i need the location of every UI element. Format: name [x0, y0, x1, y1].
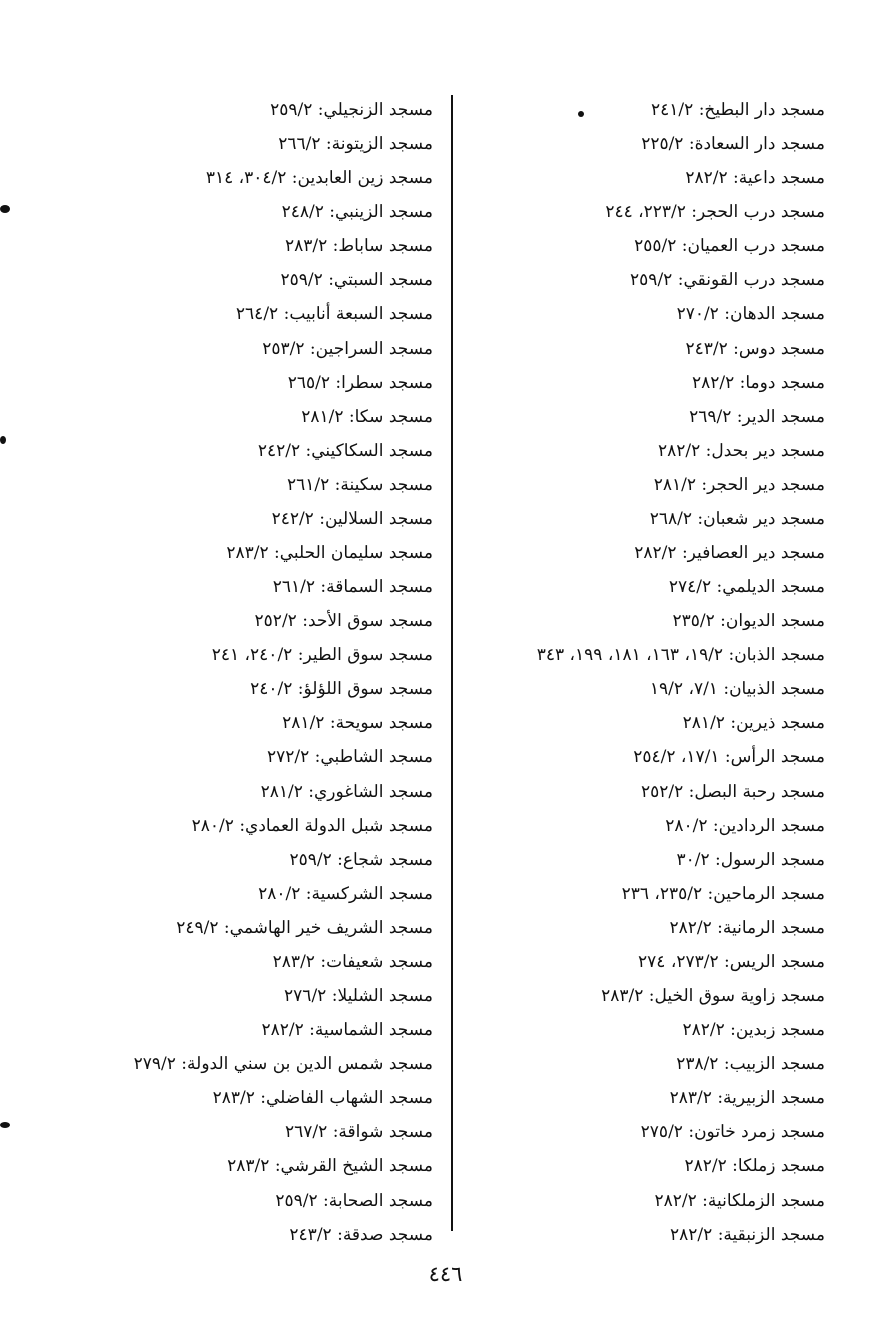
right-column-entry: مسجد دوس: ٢٤٣/٢: [685, 338, 825, 359]
left-column-entry: مسجد الصحابة: ٢٥٩/٢: [275, 1190, 433, 1211]
right-column-entry: مسجد رحبة البصل: ٢٥٢/٢: [641, 781, 825, 802]
right-column-entry: مسجد ذيرين: ٢٨١/٢: [682, 713, 825, 734]
right-column-entry: مسجد زبدين: ٢٨٢/٢: [682, 1020, 825, 1041]
right-column-entry: مسجد الزنبقية: ٢٨٢/٢: [670, 1224, 825, 1245]
right-column-entry: مسجد دير بحدل: ٢٨٢/٢: [657, 440, 825, 461]
left-column-entry: مسجد الشماسية: ٢٨٢/٢: [261, 1020, 433, 1041]
left-column-entry: مسجد زين العابدين: ٣٠٤/٢، ٣١٤: [205, 168, 433, 189]
left-column-entry: مسجد شمس الدين بن سني الدولة: ٢٧٩/٢: [133, 1054, 433, 1075]
left-column-entry: مسجد سوق الطير: ٢٤٠/٢، ٢٤١: [211, 645, 433, 666]
right-column-entry: مسجد درب العميان: ٢٥٥/٢: [634, 236, 825, 257]
left-column-entry: مسجد شعيفات: ٢٨٣/٢: [272, 951, 433, 972]
right-column-entry: مسجد الرأس: ١٧/١، ٢٥٤/٢: [633, 747, 825, 768]
left-column-entry: مسجد السماقة: ٢٦١/٢: [272, 577, 433, 598]
right-column-entry: مسجد الزبيب: ٢٣٨/٢: [676, 1054, 825, 1075]
left-column-entry: مسجد سليمان الحلبي: ٢٨٣/٢: [226, 543, 433, 564]
scan-speck: [578, 111, 584, 117]
left-column-entry: مسجد سوق اللؤلؤ: ٢٤٠/٢: [250, 679, 433, 700]
right-column-entry: مسجد الزملكانية: ٢٨٢/٢: [654, 1190, 825, 1211]
left-column-entry: مسجد الشريف خير الهاشمي: ٢٤٩/٢: [176, 917, 433, 938]
margin-mark: [0, 1122, 10, 1128]
margin-mark: [0, 436, 6, 444]
right-column-entry: مسجد زاوية سوق الخيل: ٢٨٣/٢: [601, 986, 825, 1007]
column-divider: [451, 95, 453, 1231]
left-column-entry: مسجد سطرا: ٢٦٥/٢: [287, 372, 433, 393]
left-column-entry: مسجد السبعة أنابيب: ٢٦٤/٢: [235, 304, 433, 325]
left-column-entry: مسجد سويحة: ٢٨١/٢: [282, 713, 433, 734]
right-column-entry: مسجد الزبيرية: ٢٨٣/٢: [669, 1088, 825, 1109]
right-column-entry: مسجد درب القونقي: ٢٥٩/٢: [630, 270, 825, 291]
right-column-entry: مسجد الدير: ٢٦٩/٢: [689, 406, 825, 427]
left-column-entry: مسجد الزينبي: ٢٤٨/٢: [281, 202, 433, 223]
left-column-entry: مسجد السبتي: ٢٥٩/٢: [280, 270, 433, 291]
left-column-entry: مسجد السراجين: ٢٥٣/٢: [262, 338, 433, 359]
right-column-entry: مسجد دوما: ٢٨٢/٢: [691, 372, 825, 393]
right-column-entry: مسجد زمرد خاتون: ٢٧٥/٢: [640, 1122, 825, 1143]
right-column-entry: مسجد زملكا: ٢٨٢/٢: [684, 1156, 825, 1177]
left-column-entry: مسجد سكينة: ٢٦١/٢: [287, 474, 433, 495]
left-column-entry: مسجد شبل الدولة العمادي: ٢٨٠/٢: [191, 815, 433, 836]
left-column-entry: مسجد الشاغوري: ٢٨١/٢: [260, 781, 433, 802]
right-column-entry: مسجد الديوان: ٢٣٥/٢: [672, 611, 825, 632]
left-column-entry: مسجد صدقة: ٢٤٣/٢: [289, 1224, 433, 1245]
left-column-entry: مسجد السكاكيني: ٢٤٢/٢: [257, 440, 433, 461]
right-column-entry: مسجد دار السعادة: ٢٢٥/٢: [641, 134, 825, 155]
right-column-entry: مسجد دار البطيخ: ٢٤١/٢: [651, 100, 825, 120]
right-column-entry: مسجد درب الحجر: ٢٢٣/٢، ٢٤٤: [605, 202, 825, 223]
right-column-entry: مسجد الذبان: ١٩/٢، ١٦٣، ١٨١، ١٩٩، ٣٤٣: [536, 645, 825, 666]
right-column-entry: مسجد دير العصافير: ٢٨٢/٢: [634, 543, 825, 564]
right-column-entry: مسجد الرماحين: ٢٣٥/٢، ٢٣٦: [621, 883, 825, 904]
left-column-entry: مسجد سوق الأحد: ٢٥٢/٢: [254, 611, 433, 632]
right-column-entry: مسجد الرسول: ٣٠/٢: [676, 849, 825, 870]
page-number: ٤٤٦: [428, 1262, 463, 1286]
right-column-entry: مسجد داعية: ٢٨٢/٢: [685, 168, 825, 189]
index-column-right: [453, 93, 825, 1252]
right-column-entry: مسجد الريس: ٢٧٣/٢، ٢٧٤: [638, 951, 825, 972]
right-column-entry: مسجد الذبيان: ٧/١، ١٩/٢: [649, 679, 825, 700]
right-column-entry: مسجد الديلمي: ٢٧٤/٢: [668, 577, 825, 598]
margin-mark: [0, 205, 10, 213]
left-column-entry: مسجد شواقة: ٢٦٧/٢: [285, 1122, 433, 1143]
left-column-entry: مسجد الشاطبي: ٢٧٢/٢: [266, 747, 433, 768]
left-column-entry: مسجد الزيتونة: ٢٦٦/٢: [278, 134, 433, 155]
index-column-left: [33, 93, 433, 1252]
left-column-entry: مسجد الزنجيلي: ٢٥٩/٢: [270, 100, 433, 120]
right-column-entry: مسجد الدهان: ٢٧٠/٢: [676, 304, 825, 325]
right-column-entry: مسجد دير الحجر: ٢٨١/٢: [653, 474, 825, 495]
right-column-entry: مسجد دير شعبان: ٢٦٨/٢: [649, 508, 825, 529]
left-column-entry: مسجد شجاع: ٢٥٩/٢: [289, 849, 433, 870]
left-column-entry: مسجد الشركسية: ٢٨٠/٢: [258, 883, 433, 904]
left-column-entry: مسجد السلالين: ٢٤٢/٢: [271, 508, 433, 529]
left-column-entry: مسجد ساباط: ٢٨٣/٢: [284, 236, 433, 257]
right-column-entry: مسجد الردادين: ٢٨٠/٢: [665, 815, 825, 836]
left-column-entry: مسجد الشيخ القرشي: ٢٨٣/٢: [227, 1156, 433, 1177]
right-column-entry: مسجد الرمانية: ٢٨٢/٢: [669, 917, 825, 938]
left-column-entry: مسجد سكا: ٢٨١/٢: [301, 406, 433, 427]
left-column-entry: مسجد الشليلا: ٢٧٦/٢: [284, 986, 433, 1007]
left-column-entry: مسجد الشهاب الفاضلي: ٢٨٣/٢: [212, 1088, 433, 1109]
